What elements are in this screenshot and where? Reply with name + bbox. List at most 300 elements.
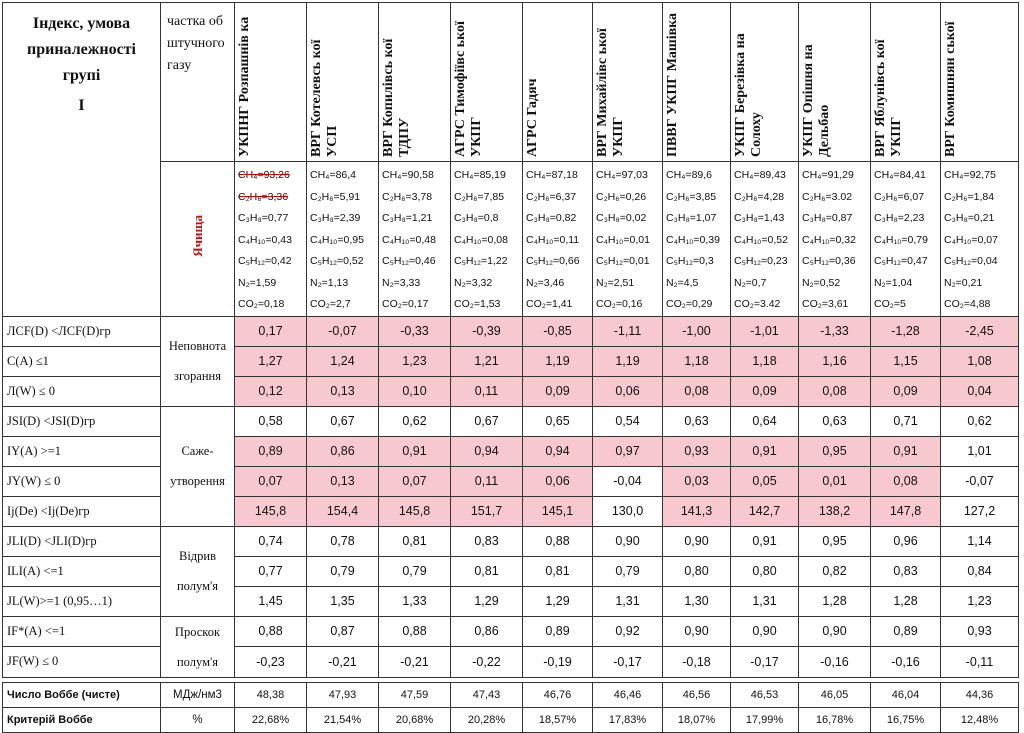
- composition-line: CO₂=2,7: [310, 298, 351, 310]
- value-cell: 0,12: [235, 376, 307, 406]
- value-cell: 154,4: [307, 496, 379, 526]
- composition-line: CO₂=3.42: [734, 298, 781, 310]
- station-composition-11: [941, 162, 1019, 317]
- composition-line: N₂=2,51: [596, 276, 635, 289]
- composition-line: C₂H₆=6,37: [526, 190, 577, 203]
- composition-line: C₂H₆=3,36: [238, 190, 289, 203]
- value-cell: 0,89: [235, 436, 307, 466]
- value-cell: 1,19: [593, 346, 663, 376]
- composition-line: N₂=0,7: [734, 276, 767, 289]
- composition-line: C₅H₁₂=0,36: [802, 255, 856, 267]
- composition-line: CH₄=97,03: [596, 169, 648, 181]
- wobbe-value: 46,46: [593, 682, 663, 707]
- value-cell: 151,7: [451, 496, 523, 526]
- station-header-2: [307, 3, 379, 162]
- composition-line: CO₂=5: [874, 298, 906, 310]
- value-cell: 0,90: [731, 616, 799, 647]
- value-cell: 1,21: [451, 346, 523, 376]
- value-cell: -0,16: [799, 647, 871, 678]
- composition-line: CH₄=93,26: [238, 169, 290, 181]
- value-cell: 0,86: [307, 436, 379, 466]
- composition-line: C₂H₆=7,85: [454, 190, 505, 203]
- wobbe-value: 17,83%: [593, 707, 663, 732]
- value-cell: 0,01: [799, 466, 871, 496]
- value-cell: -0,21: [379, 647, 451, 678]
- value-cell: 145,1: [523, 496, 593, 526]
- index-header-label: Індекс, умова приналежності групі: [27, 15, 136, 84]
- value-cell: 0,77: [235, 556, 307, 586]
- value-cell: 0,67: [451, 406, 523, 436]
- composition-line: C₃H₈=2,39: [310, 212, 361, 224]
- station-name: ВРГ Котелевсь кої УСП: [309, 39, 340, 157]
- value-cell: 0,80: [731, 556, 799, 586]
- table-row: [3, 647, 1019, 678]
- value-cell: 0,97: [593, 436, 663, 466]
- value-cell: 0,87: [307, 616, 379, 647]
- composition-line: CH₄=87,18: [526, 169, 578, 181]
- station-header-11: [941, 3, 1019, 162]
- station-name: ВРГ Яблунівсь кої УКПГ: [873, 39, 904, 157]
- composition-line: C₄H₁₀=0,32: [802, 233, 856, 246]
- value-cell: 0,91: [379, 436, 451, 466]
- station-header-3: [379, 3, 451, 162]
- value-cell: 0,90: [799, 616, 871, 647]
- wobbe-value: 47,59: [379, 682, 451, 707]
- station-composition-7: [663, 162, 731, 317]
- group-label-line: згорання: [174, 369, 221, 383]
- table-row: [3, 316, 1019, 346]
- group-label-line: Проскок: [174, 624, 221, 639]
- value-cell: 0,89: [871, 616, 941, 647]
- value-cell: 1,15: [871, 346, 941, 376]
- value-cell: 145,8: [379, 496, 451, 526]
- value-cell: 0,83: [451, 526, 523, 556]
- value-cell: 0,92: [593, 616, 663, 647]
- composition-line: C₄H₁₀=0,48: [382, 233, 436, 246]
- value-cell: 1,23: [379, 346, 451, 376]
- value-cell: -0,23: [235, 647, 307, 678]
- value-cell: -0,17: [593, 647, 663, 678]
- station-name: УКПГ Опішня на Дельбао: [801, 44, 832, 157]
- value-cell: 142,7: [731, 496, 799, 526]
- composition-line: CO₂=4,88: [944, 298, 991, 310]
- station-name: АГРС Тимофіївс ької УКПГ: [453, 21, 484, 157]
- value-cell: 1,31: [593, 586, 663, 616]
- wobbe-value: 18,07%: [663, 707, 731, 732]
- composition-line: C₂H₆=6,07: [874, 190, 925, 203]
- composition-line: C₃H₈=1,07: [666, 212, 717, 224]
- station-name: ВРГ Михайлівс ької УКПГ: [595, 28, 626, 157]
- value-cell: 0,82: [799, 556, 871, 586]
- value-cell: -2,45: [941, 316, 1019, 346]
- value-cell: -0,04: [593, 466, 663, 496]
- composition-line: N₂=0,21: [944, 276, 983, 289]
- value-cell: 1,01: [941, 436, 1019, 466]
- condition-cell: JL(W)>=1 (0,95…1): [3, 586, 161, 616]
- composition-line: CH₄=90,58: [382, 169, 434, 181]
- station-composition-8: [731, 162, 799, 317]
- table-row: [3, 556, 1019, 586]
- composition-line: CO₂=0,17: [382, 298, 429, 310]
- table-row: [3, 466, 1019, 496]
- value-cell: 145,8: [235, 496, 307, 526]
- value-cell: 0,91: [731, 526, 799, 556]
- station-header-10: [871, 3, 941, 162]
- composition-line: C₄H₁₀=0,39: [666, 233, 720, 246]
- composition-line: C₅H₁₂=0,46: [382, 255, 436, 267]
- value-cell: 0,07: [379, 466, 451, 496]
- value-cell: 0,79: [307, 556, 379, 586]
- station-header-8: [731, 3, 799, 162]
- value-cell: 1,29: [523, 586, 593, 616]
- composition-line: C₄H₁₀=0,95: [310, 233, 364, 246]
- value-cell: -0,07: [941, 466, 1019, 496]
- value-cell: 0,90: [593, 526, 663, 556]
- value-cell: 0,91: [871, 436, 941, 466]
- value-cell: 0,93: [941, 616, 1019, 647]
- value-cell: 0,10: [379, 376, 451, 406]
- wobbe-value: 46,56: [663, 682, 731, 707]
- condition-cell: JLI(D) <JLI(D)гр: [3, 526, 161, 556]
- index-header-cell: [3, 3, 161, 317]
- table-row: [3, 496, 1019, 526]
- value-cell: 0,83: [871, 556, 941, 586]
- value-cell: 0,17: [235, 316, 307, 346]
- condition-cell: Л(W) ≤ 0: [3, 376, 161, 406]
- value-cell: 0,84: [941, 556, 1019, 586]
- composition-line: C₄H₁₀=0,08: [454, 233, 508, 246]
- table-row: [3, 346, 1019, 376]
- value-cell: 0,71: [871, 406, 941, 436]
- value-cell: -0,33: [379, 316, 451, 346]
- value-cell: -0,19: [523, 647, 593, 678]
- value-cell: 1,08: [941, 346, 1019, 376]
- composition-line: C₄H₁₀=0,11: [526, 233, 580, 246]
- value-cell: 0,62: [941, 406, 1019, 436]
- composition-line: CO₂=0,29: [666, 298, 713, 310]
- wobbe-row: [3, 682, 1019, 707]
- station-header-4: [451, 3, 523, 162]
- value-cell: 0,88: [523, 526, 593, 556]
- value-cell: 0,93: [663, 436, 731, 466]
- value-cell: 1,29: [451, 586, 523, 616]
- value-cell: 1,23: [941, 586, 1019, 616]
- value-cell: 1,30: [663, 586, 731, 616]
- station-header-1: [235, 3, 307, 162]
- composition-line: C₅H₁₂=0,23: [734, 255, 788, 267]
- station-header-7: [663, 3, 731, 162]
- value-cell: 138,2: [799, 496, 871, 526]
- wobbe-label: Критерій Воббе: [3, 707, 161, 732]
- value-cell: 1,18: [731, 346, 799, 376]
- wobbe-unit: %: [161, 707, 235, 732]
- wobbe-value: 12,48%: [941, 707, 1019, 732]
- value-cell: 0,11: [451, 376, 523, 406]
- group-label-cell: [161, 406, 235, 526]
- composition-line: C₅H₁₂=1,22: [454, 255, 508, 267]
- table-row: [3, 616, 1019, 647]
- value-cell: -0,21: [307, 647, 379, 678]
- value-cell: -1,00: [663, 316, 731, 346]
- station-composition-2: [307, 162, 379, 317]
- condition-cell: C(A) ≤1: [3, 346, 161, 376]
- composition-line: CH₄=91,29: [802, 169, 854, 181]
- value-cell: -0,07: [307, 316, 379, 346]
- group-label-line: Неповнота: [168, 339, 227, 353]
- composition-line: C₃H₈=0,87: [802, 212, 853, 224]
- value-cell: 141,3: [663, 496, 731, 526]
- value-cell: -0,11: [941, 647, 1019, 678]
- composition-line: CO₂=0,18: [238, 298, 285, 310]
- wobbe-value: 20,68%: [379, 707, 451, 732]
- condition-cell: IY(A) >=1: [3, 436, 161, 466]
- station-composition-4: [451, 162, 523, 317]
- station-name: УКПНГ Розпашнів ка: [237, 16, 252, 157]
- composition-line: N₂=3,33: [382, 276, 421, 289]
- value-cell: 0,95: [799, 436, 871, 466]
- composition-line: N₂=0,52: [802, 276, 841, 289]
- condition-cell: Ij(De) <Ij(De)гр: [3, 496, 161, 526]
- composition-line: C₅H₁₂=0,3: [666, 255, 714, 267]
- value-cell: 0,58: [235, 406, 307, 436]
- wobbe-value: 20,28%: [451, 707, 523, 732]
- value-cell: 0,54: [593, 406, 663, 436]
- value-cell: 0,63: [663, 406, 731, 436]
- group-label-line: утворення: [170, 474, 225, 488]
- value-cell: 0,63: [799, 406, 871, 436]
- value-cell: 0,81: [451, 556, 523, 586]
- value-cell: 1,27: [235, 346, 307, 376]
- value-cell: -1,28: [871, 316, 941, 346]
- station-name: АГРС Гадяч: [525, 78, 540, 157]
- value-cell: 1,31: [731, 586, 799, 616]
- station-composition-10: [871, 162, 941, 317]
- value-cell: 0,86: [451, 616, 523, 647]
- table-row: [3, 376, 1019, 406]
- condition-cell: ILI(A) <=1: [3, 556, 161, 586]
- composition-label: Ячища: [189, 215, 205, 258]
- value-cell: 1,28: [871, 586, 941, 616]
- composition-line: CH₄=86,4: [310, 169, 357, 181]
- composition-line: CO₂=3,61: [802, 298, 849, 310]
- value-cell: 0,07: [235, 466, 307, 496]
- station-header-5: [523, 3, 593, 162]
- value-cell: -1,11: [593, 316, 663, 346]
- composition-line: C₄H₁₀=0,79: [874, 233, 928, 246]
- wobbe-value: 17,99%: [731, 707, 799, 732]
- composition-line: CO₂=0,16: [596, 298, 643, 310]
- value-cell: 0,08: [799, 376, 871, 406]
- value-cell: 1,33: [379, 586, 451, 616]
- value-cell: 0,04: [941, 376, 1019, 406]
- value-cell: 0,95: [799, 526, 871, 556]
- header-row: [3, 3, 1019, 162]
- value-cell: 0,13: [307, 466, 379, 496]
- wobbe-value: 44,36: [941, 682, 1019, 707]
- value-cell: 0,89: [523, 616, 593, 647]
- wobbe-label: Число Воббе (чисте): [3, 682, 161, 707]
- composition-line: C₃H₈=1,43: [734, 212, 785, 224]
- value-cell: 0,09: [523, 376, 593, 406]
- composition-line: C₂H₆=3,85: [666, 190, 717, 203]
- value-cell: 0,90: [663, 526, 731, 556]
- value-cell: 0,94: [523, 436, 593, 466]
- composition-line: N₂=3,46: [526, 276, 565, 289]
- index-symbol: I: [78, 97, 85, 114]
- value-cell: 0,67: [307, 406, 379, 436]
- value-cell: -0,85: [523, 316, 593, 346]
- composition-line: C₅H₁₂=0,42: [238, 255, 292, 267]
- composition-line: C₄H₁₀=0,52: [734, 233, 788, 246]
- value-cell: 0,08: [663, 376, 731, 406]
- composition-line: C₅H₁₂=0,01: [596, 255, 650, 267]
- station-name: УКПГ Березівка на Солоху: [733, 33, 764, 157]
- composition-line: N₂=1,59: [238, 276, 277, 289]
- group-label-line: полум'я: [176, 654, 218, 669]
- value-cell: 0,90: [663, 616, 731, 647]
- composition-line: C₃H₈=0,02: [596, 212, 647, 224]
- station-header-6: [593, 3, 663, 162]
- value-cell: 1,24: [307, 346, 379, 376]
- composition-line: N₂=4,5: [666, 276, 699, 289]
- value-cell: 0,94: [451, 436, 523, 466]
- value-cell: -1,01: [731, 316, 799, 346]
- wobbe-value: 47,43: [451, 682, 523, 707]
- value-cell: -0,22: [451, 647, 523, 678]
- value-cell: 0,09: [731, 376, 799, 406]
- composition-line: C₃H₈=0,21: [944, 212, 995, 224]
- value-cell: -0,17: [731, 647, 799, 678]
- wobbe-value: 46,04: [871, 682, 941, 707]
- gas-index-table: [2, 2, 1019, 733]
- table-body: [3, 3, 1019, 733]
- group-label-line: Відрив: [178, 549, 216, 563]
- value-cell: 0,11: [451, 466, 523, 496]
- gas-share-header: частка об штучного газу: [161, 3, 235, 162]
- station-name: ВРГ Комишнян ської: [943, 21, 958, 157]
- composition-line: C₄H₁₀=0,01: [596, 233, 650, 246]
- station-composition-5: [523, 162, 593, 317]
- composition-line: CH₄=89,6: [666, 169, 713, 181]
- composition-line: C₅H₁₂=0,52: [310, 255, 364, 267]
- group-label-cell: [161, 526, 235, 616]
- wobbe-value: 48,38: [235, 682, 307, 707]
- composition-line: C₃H₈=0,82: [526, 212, 577, 224]
- composition-line: CO₂=1,53: [454, 298, 501, 310]
- composition-line: CO₂=1,41: [526, 298, 573, 310]
- composition-line: CH₄=89,43: [734, 169, 786, 181]
- condition-cell: JY(W) ≤ 0: [3, 466, 161, 496]
- value-cell: 0,79: [593, 556, 663, 586]
- condition-cell: IF*(A) <=1: [3, 616, 161, 647]
- wobbe-value: 16,75%: [871, 707, 941, 732]
- station-name: ПВВГ УКПГ Машівка: [665, 12, 680, 157]
- wobbe-value: 18,57%: [523, 707, 593, 732]
- composition-line: C₅H₁₂=0,47: [874, 255, 928, 267]
- value-cell: -0,16: [871, 647, 941, 678]
- composition-line: CH₄=85,19: [454, 169, 506, 181]
- composition-line: C₅H₁₂=0,04: [944, 255, 998, 267]
- wobbe-row: [3, 707, 1019, 732]
- value-cell: 0,88: [235, 616, 307, 647]
- value-cell: -0,39: [451, 316, 523, 346]
- value-cell: 0,79: [379, 556, 451, 586]
- value-cell: 0,91: [731, 436, 799, 466]
- station-composition-3: [379, 162, 451, 317]
- composition-line: C₃H₈=0,8: [454, 212, 499, 224]
- value-cell: 0,81: [379, 526, 451, 556]
- wobbe-value: 16,78%: [799, 707, 871, 732]
- condition-cell: ЛCF(D) <ЛCF(D)гр: [3, 316, 161, 346]
- table-row: [3, 526, 1019, 556]
- group-label-line: полум'я: [176, 579, 218, 593]
- value-cell: 1,18: [663, 346, 731, 376]
- table-row: [3, 406, 1019, 436]
- composition-line: C₂H₆=5,91: [310, 190, 361, 203]
- value-cell: 0,05: [731, 466, 799, 496]
- value-cell: 0,09: [871, 376, 941, 406]
- value-cell: 0,13: [307, 376, 379, 406]
- table-row: [3, 436, 1019, 466]
- value-cell: 0,96: [871, 526, 941, 556]
- value-cell: 1,45: [235, 586, 307, 616]
- value-cell: 147,8: [871, 496, 941, 526]
- table-row: [3, 586, 1019, 616]
- value-cell: 0,06: [593, 376, 663, 406]
- wobbe-value: 46,05: [799, 682, 871, 707]
- composition-line: N₂=3,32: [454, 276, 493, 289]
- value-cell: 1,16: [799, 346, 871, 376]
- value-cell: 0,62: [379, 406, 451, 436]
- group-label-cell: [161, 616, 235, 677]
- composition-line: C₂H₆=3.02: [802, 190, 853, 203]
- value-cell: 127,2: [941, 496, 1019, 526]
- composition-line: C₃H₈=2,23: [874, 212, 925, 224]
- condition-cell: JSI(D) <JSI(D)гр: [3, 406, 161, 436]
- value-cell: 0,64: [731, 406, 799, 436]
- station-name: ВРГ Копилівсь кої ТДПУ: [381, 38, 412, 157]
- composition-line: C₄H₁₀=0,43: [238, 233, 292, 246]
- value-cell: 0,78: [307, 526, 379, 556]
- value-cell: 1,14: [941, 526, 1019, 556]
- wobbe-value: 46,53: [731, 682, 799, 707]
- composition-line: N₂=1,13: [310, 276, 349, 289]
- composition-line: C₃H₈=1,21: [382, 212, 433, 224]
- composition-line: C₂H₆=3,78: [382, 190, 433, 203]
- group-label-line: Саже-: [181, 444, 214, 458]
- value-cell: 1,19: [523, 346, 593, 376]
- wobbe-value: 22,68%: [235, 707, 307, 732]
- value-cell: -1,33: [799, 316, 871, 346]
- value-cell: 0,80: [663, 556, 731, 586]
- value-cell: 0,74: [235, 526, 307, 556]
- wobbe-unit: МДж/нм3: [161, 682, 235, 707]
- composition-line: N₂=1,04: [874, 276, 913, 289]
- station-composition-9: [799, 162, 871, 317]
- value-cell: 1,35: [307, 586, 379, 616]
- value-cell: 0,65: [523, 406, 593, 436]
- station-header-9: [799, 3, 871, 162]
- wobbe-value: 47,93: [307, 682, 379, 707]
- composition-line: C₅H₁₂=0,66: [526, 255, 580, 267]
- wobbe-value: 21,54%: [307, 707, 379, 732]
- composition-line: C₄H₁₀=0,07: [944, 233, 998, 246]
- station-composition-6: [593, 162, 663, 317]
- composition-line: C₂H₆=0,26: [596, 190, 647, 203]
- value-cell: 0,06: [523, 466, 593, 496]
- composition-line: CH₄=92,75: [944, 169, 996, 181]
- condition-cell: JF(W) ≤ 0: [3, 647, 161, 678]
